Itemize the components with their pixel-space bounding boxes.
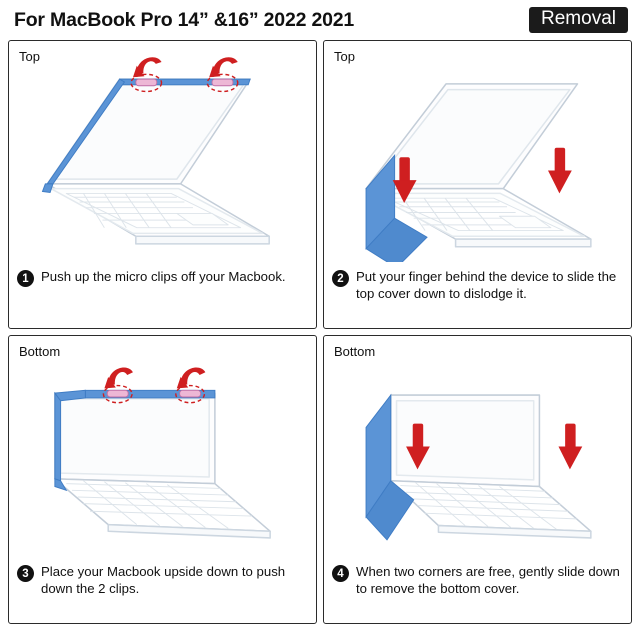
steps-grid (8, 40, 632, 624)
step-panel-1 (8, 40, 317, 329)
laptop-upside-down-view (9, 336, 316, 557)
step-panel-4 (323, 335, 632, 624)
panel-view-label: Top (19, 49, 40, 64)
illustration-step-3 (9, 336, 316, 557)
panel-view-label: Bottom (19, 344, 61, 359)
step-number: 1 (17, 270, 34, 287)
step-caption-4 (324, 557, 631, 623)
step-number: 3 (17, 565, 34, 582)
panel-view-label: Bottom (334, 344, 376, 359)
down-arrow-icon (558, 424, 582, 470)
laptop-open-top-view-sliding (324, 41, 631, 262)
step-number: 2 (332, 270, 349, 287)
down-arrow-icon (548, 148, 572, 194)
step-caption-1 (9, 262, 316, 328)
step-panel-2 (323, 40, 632, 329)
step-text: Push up the micro clips off your Macbook. (41, 269, 286, 284)
step-number: 4 (332, 565, 349, 582)
step-panel-3 (8, 335, 317, 624)
illustration-step-4 (324, 336, 631, 557)
step-text: Place your Macbook upside down to push down the 2 clips. (41, 564, 286, 597)
laptop-open-top-view (9, 41, 316, 262)
illustration-step-2 (324, 41, 631, 262)
panel-view-label: Top (334, 49, 355, 64)
step-text: Put your finger behind the device to slide the top cover down to dislodge it. (356, 269, 617, 302)
curved-arrow-icon (209, 57, 238, 77)
laptop-upside-down-sliding (324, 336, 631, 557)
status-badge: Removal (529, 7, 628, 33)
step-text: When two corners are free, gently slide down to remove the bottom cover. (356, 564, 620, 597)
illustration-step-1 (9, 41, 316, 262)
page-header (8, 0, 632, 40)
page-title: For MacBook Pro 14” &16” 2022 2021 (14, 8, 355, 31)
curved-arrow-icon (133, 57, 162, 77)
step-caption-2 (324, 262, 631, 328)
step-caption-3 (9, 557, 316, 623)
